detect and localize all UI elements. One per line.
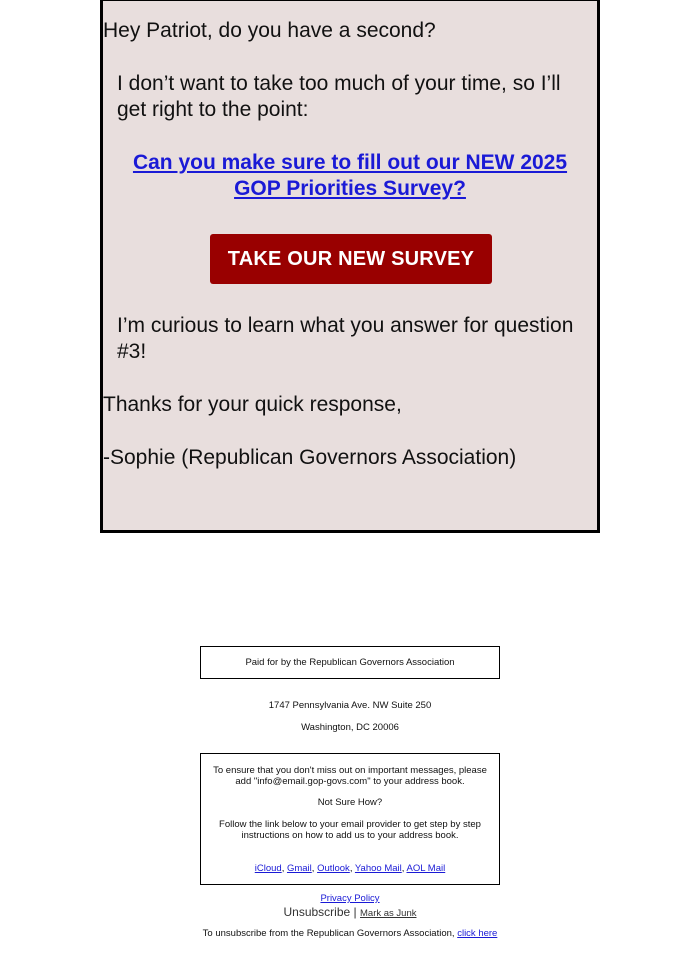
- privacy-policy-link[interactable]: Privacy Policy: [320, 893, 380, 904]
- separator: |: [353, 905, 357, 919]
- signoff-text: -Sophie (Republican Governors Association): [103, 446, 517, 469]
- unsubscribe-notice: [200, 928, 500, 939]
- privacy-row: [200, 893, 500, 904]
- email-card: [100, 0, 600, 533]
- survey-link[interactable]: Can you make sure to fill out our NEW 2025 GOP Priorities Survey?: [132, 151, 568, 200]
- follow-link-text: Follow the link below to your email provider to get step by step instructions on how to add us to your address book.: [219, 819, 481, 841]
- greeting-text: Hey Patriot, do you have a second?: [103, 19, 436, 42]
- provider-link-icloud[interactable]: iCloud: [254, 863, 282, 874]
- intro-text: I don’t want to take too much of your time, so I’ll get right to the point:: [117, 72, 561, 121]
- unsubscribe-row: [200, 905, 500, 919]
- provider-link-gmail[interactable]: Gmail: [286, 863, 312, 874]
- curious-text: I’m curious to learn what you answer for question #3!: [117, 314, 574, 363]
- address-line-2: Washington, DC 20006: [301, 722, 399, 733]
- provider-link-outlook[interactable]: Outlook: [317, 863, 350, 874]
- address-line-1: 1747 Pennsylvania Ave. NW Suite 250: [268, 700, 432, 711]
- unsubscribe-label[interactable]: Unsubscribe: [283, 905, 351, 919]
- click-here-link[interactable]: click here: [457, 928, 498, 939]
- take-survey-button[interactable]: TAKE OUR NEW SURVEY: [210, 234, 492, 284]
- paid-for-text: Paid for by the Republican Governors Association: [245, 657, 455, 668]
- mark-as-junk-link[interactable]: Mark as Junk: [360, 908, 417, 919]
- unsubscribe-notice-text: To unsubscribe from the Republican Governors Association,: [202, 928, 455, 939]
- thanks-text: Thanks for your quick response,: [103, 393, 402, 416]
- provider-links: iCloud, Gmail, Outlook, Yahoo Mail, AOL Mail: [254, 863, 446, 874]
- paid-for-box: [200, 646, 500, 679]
- provider-link-yahoo[interactable]: Yahoo Mail: [354, 863, 402, 874]
- address-book-notice: To ensure that you don't miss out on important messages, please add "info@email.gop-govs.com" to your address book.: [213, 765, 487, 787]
- address-book-box: [200, 753, 500, 885]
- provider-link-aol[interactable]: AOL Mail: [406, 863, 446, 874]
- survey-link-wrap: [117, 150, 583, 202]
- not-sure-text: Not Sure How?: [317, 797, 383, 808]
